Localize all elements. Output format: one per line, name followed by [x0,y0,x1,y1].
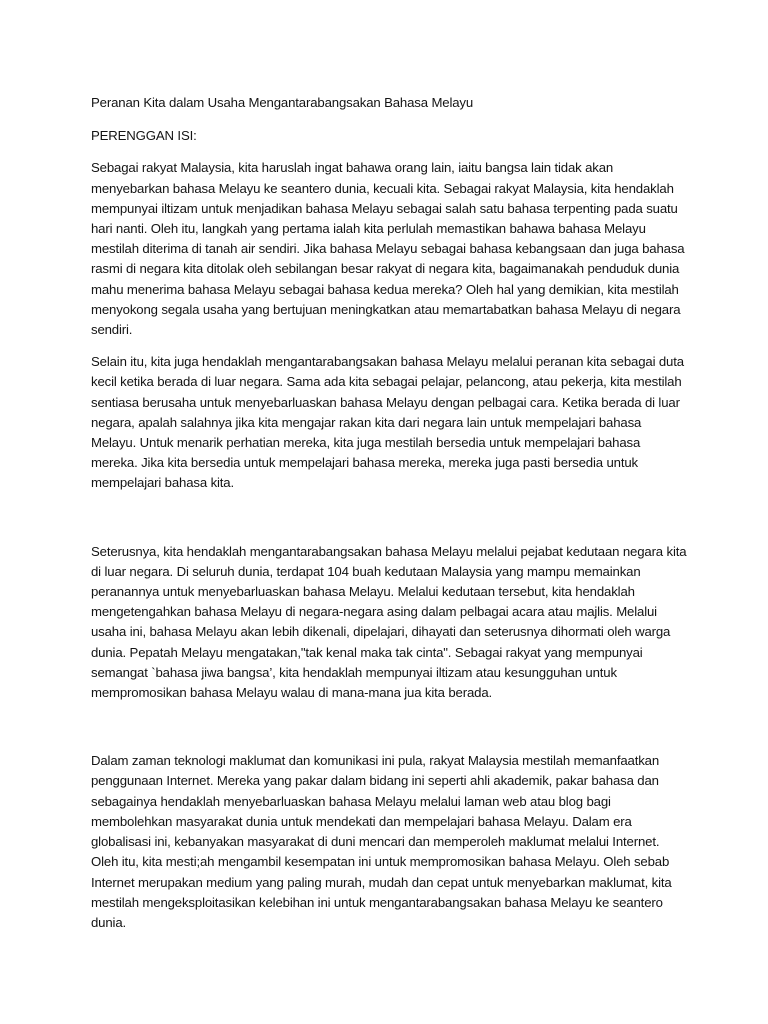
section-label: PERENGGAN ISI: [91,128,197,144]
paragraph-3: Seterusnya, kita hendaklah mengantarabangsakan bahasa Melayu melalui pejabat kedutaan negara kita di luar negara. Di seluruh dunia, terdapat 104 buah kedutaan Malaysia yang mampu memainkan peranannya untuk menyebarluaskan bahasa Melayu. Melalui kedutaan tersebut, kita hendaklah mengetengahkan bahasa Melayu di negara-negara asing dalam pelbagai acara atau majlis. Melalui usaha ini, bahasa Melayu akan lebih dikenali, dipelajari, dihayati dan seterusnya dihormati oleh warga dunia. Pepatah Melayu mengatakan,"tak kenal maka tak cinta". Sebagai rakyat yang mempunyai semangat `bahasa jiwa bangsa’, kita hendaklah mempunyai iltizam atau kesungguhan untuk mempromosikan bahasa Melayu walau di mana-mana jua kita berada. [91,543,687,701]
paragraph-2: Selain itu, kita juga hendaklah mengantarabangsakan bahasa Melayu melalui peranan kita sebagai duta kecil ketika berada di luar negara. Sama ada kita sebagai pelajar, pelancong, atau pekerja, kita mestilah sentiasa berusaha untuk menyebarluaskan bahasa Melayu dengan pelbagai cara. Ketika berada di luar negara, apalah salahnya jika kita mengajar rakan kita dari negara lain untuk mempelajari bahasa Melayu. Untuk menarik perhatian mereka, kita juga mestilah bersedia untuk mempelajari bahasa mereka. Jika kita bersedia untuk mempelajari bahasa mereka, mereka juga pasti bersedia untuk mempelajari bahasa kita. [91,354,684,491]
document-title: Peranan Kita dalam Usaha Mengantarabangsakan Bahasa Melayu [91,95,474,110]
paragraph-1: Sebagai rakyat Malaysia, kita haruslah ingat bahawa orang lain, iaitu bangsa lain tidak akan menyebarkan bahasa Melayu ke seantero dunia, kecuali kita. Sebagai rakyat Malaysia, kita hendaklah mempunyai iltizam untuk menjadikan bahasa Melayu sebagai salah satu bahasa terpenting pada suatu hari nanti. Oleh itu, langkah yang pertama ialah kita perlulah memastikan bahawa bahasa Melayu mestilah diterima di tanah air sendiri. Jika bahasa Melayu sebagai bahasa kebangsaan dan juga bahasa rasmi di negara kita ditolak oleh sebilangan besar rakyat di negara kita, bagaimanakah penduduk dunia mahu menerima bahasa Melayu sebagai bahasa kedua mereka? Oleh hal yang demikian, kita mestilah menyokong segala usaha yang bertujuan meningkatkan atau memartabatkan bahasa Melayu di negara sendiri. [91,160,685,338]
paragraph-4: Dalam zaman teknologi maklumat dan komunikasi ini pula, rakyat Malaysia mestilah memanfaatkan penggunaan Internet. Mereka yang pakar dalam bidang ini seperti ahli akademik, pakar bahasa dan sebagainya hendaklah menyebarluaskan bahasa Melayu melalui laman web atau blog bagi membolehkan masyarakat dunia untuk mendekati dan mempelajari bahasa Melayu. Dalam era globalisasi ini, kebanyakan masyarakat di duni mencari dan memperoleh maklumat melalui Internet. Oleh itu, kita mesti;ah mengambil kesempatan ini untuk mempromosikan bahasa Melayu. Oleh sebab Internet merupakan medium yang paling murah, mudah dan cepat untuk menyebarkan maklumat, kita mestilah mengeksploitasikan kelebihan ini untuk mengantarabangsakan bahasa Melayu ke seantero dunia. [91,753,672,930]
